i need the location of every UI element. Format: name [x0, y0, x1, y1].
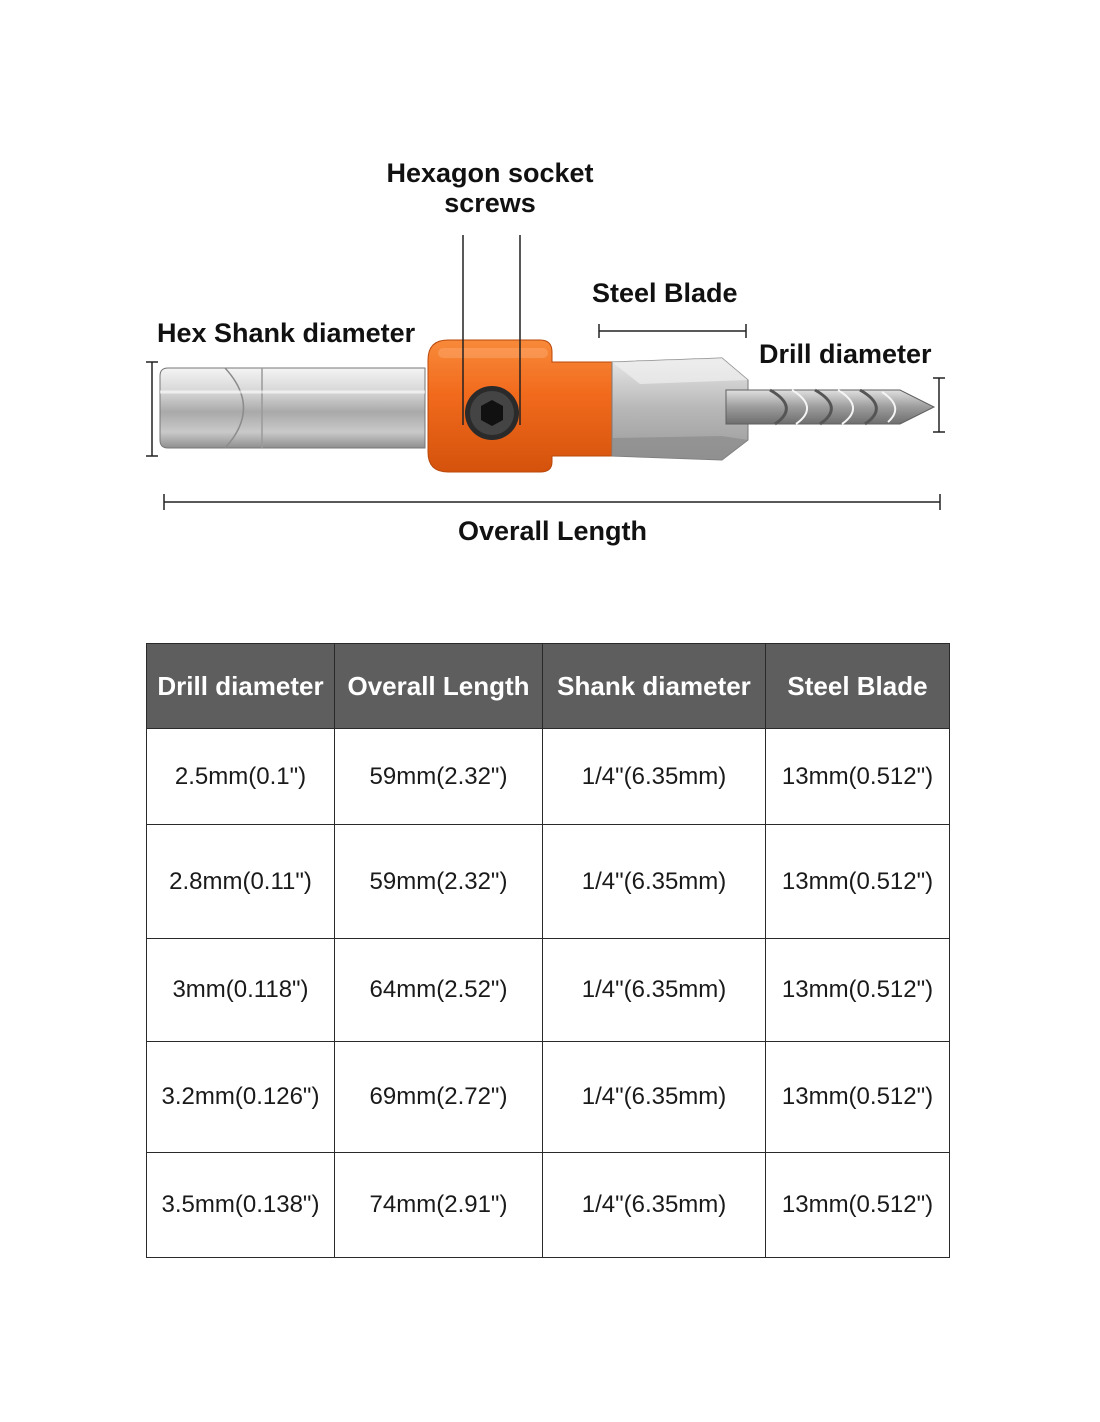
table-row — [147, 729, 950, 825]
hex-shank-diameter-label: Hex Shank diameter — [157, 318, 416, 348]
hex-shank — [160, 368, 425, 448]
cell-overall-length: 64mm(2.52") — [335, 939, 543, 1042]
drill-diameter-dimension — [933, 378, 945, 432]
cell-overall-length: 59mm(2.32") — [335, 825, 543, 939]
drill-diameter-label: Drill diameter — [759, 339, 932, 369]
cell-shank-diameter: 1/4"(6.35mm) — [543, 939, 766, 1042]
cell-steel-blade: 13mm(0.512") — [766, 729, 950, 825]
steel-blade-dimension — [599, 324, 746, 338]
cell-drill-diameter: 3.5mm(0.138") — [147, 1153, 335, 1258]
table-row — [147, 939, 950, 1042]
cell-steel-blade: 13mm(0.512") — [766, 1042, 950, 1153]
countersink-drill-bit-diagram — [0, 0, 1100, 600]
cell-overall-length: 74mm(2.91") — [335, 1153, 543, 1258]
header-shank-diameter: Shank diameter — [543, 644, 766, 729]
table-row — [147, 825, 950, 939]
overall-length-dimension — [164, 494, 940, 510]
cell-steel-blade: 13mm(0.512") — [766, 939, 950, 1042]
cell-shank-diameter: 1/4"(6.35mm) — [543, 1042, 766, 1153]
hex-shank-dimension — [146, 362, 158, 456]
cell-steel-blade: 13mm(0.512") — [766, 825, 950, 939]
header-drill-diameter: Drill diameter — [147, 644, 335, 729]
hexagon-label-line2: screws — [444, 188, 536, 218]
header-steel-blade: Steel Blade — [766, 644, 950, 729]
cell-steel-blade: 13mm(0.512") — [766, 1153, 950, 1258]
cell-shank-diameter: 1/4"(6.35mm) — [543, 1153, 766, 1258]
hexagon-label-line1: Hexagon socket — [386, 158, 594, 188]
drill-bit — [726, 390, 934, 424]
cell-drill-diameter: 3mm(0.118") — [147, 939, 335, 1042]
cell-drill-diameter: 2.5mm(0.1") — [147, 729, 335, 825]
steel-blade-label: Steel Blade — [592, 278, 738, 308]
cell-overall-length: 59mm(2.32") — [335, 729, 543, 825]
cell-shank-diameter: 1/4"(6.35mm) — [543, 825, 766, 939]
cell-overall-length: 69mm(2.72") — [335, 1042, 543, 1153]
specifications-table — [146, 643, 950, 1258]
table-header-row — [147, 644, 950, 729]
table-row — [147, 1042, 950, 1153]
header-overall-length: Overall Length — [335, 644, 543, 729]
cell-shank-diameter: 1/4"(6.35mm) — [543, 729, 766, 825]
cell-drill-diameter: 2.8mm(0.11") — [147, 825, 335, 939]
overall-length-label: Overall Length — [457, 516, 648, 546]
cell-drill-diameter: 3.2mm(0.126") — [147, 1042, 335, 1153]
hex-socket-screw-icon — [465, 386, 519, 440]
table-row — [147, 1153, 950, 1258]
